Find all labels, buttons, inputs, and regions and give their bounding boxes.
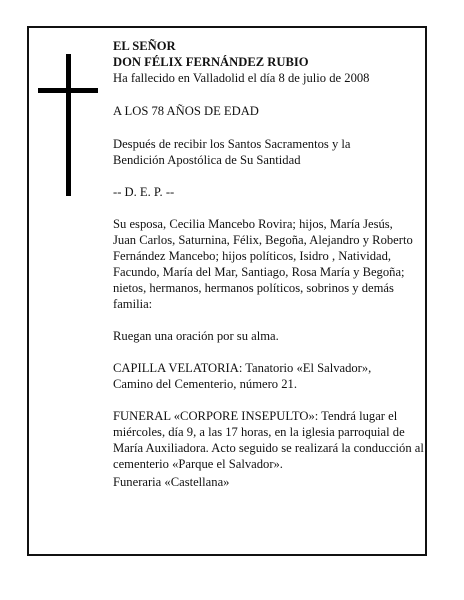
death-announcement: Ha fallecido en Valladolid el día 8 de julio de 2008	[113, 71, 370, 85]
title-line-1: EL SEÑOR	[113, 39, 176, 53]
cross-horizontal-bar	[38, 88, 98, 93]
funeral-paragraph: FUNERAL «CORPORE INSEPULTO»: Tendrá lugar el miércoles, día 9, a las 17 horas, en la iglesia parroquial de María Auxiliadora. Acto seguido se realizará la conducción al cementerio «Parque el Salvador».	[113, 409, 424, 471]
deceased-name: DON FÉLIX FERNÁNDEZ RUBIO	[113, 55, 309, 69]
cross-vertical-bar	[66, 54, 71, 196]
latin-cross-icon	[38, 54, 98, 196]
sacraments-line: Después de recibir los Santos Sacramentos y la Bendición Apostólica de Su Santidad	[113, 137, 351, 167]
obituary-text	[113, 38, 433, 490]
chapel-paragraph: CAPILLA VELATORIA: Tanatorio «El Salvador», Camino del Cementerio, número 21.	[113, 361, 372, 391]
age-line: A LOS 78 AÑOS DE EDAD	[113, 104, 259, 118]
prayer-line: Ruegan una oración por su alma.	[113, 329, 279, 343]
dep-line: -- D. E. P. --	[113, 185, 175, 199]
family-paragraph: Su esposa, Cecilia Mancebo Rovira; hijos, María Jesús, Juan Carlos, Saturnina, Félix, Begoña, Alejandro y Roberto Fernández Mancebo; hijos políticos, Isidro , Natividad, Facundo, María del Mar, Santiago, Rosa María y Begoña; nietos, hermanos, hermanos políticos, sobrinos y demás familia:	[113, 217, 413, 311]
funeral-home-line: Funeraria «Castellana»	[113, 475, 230, 489]
